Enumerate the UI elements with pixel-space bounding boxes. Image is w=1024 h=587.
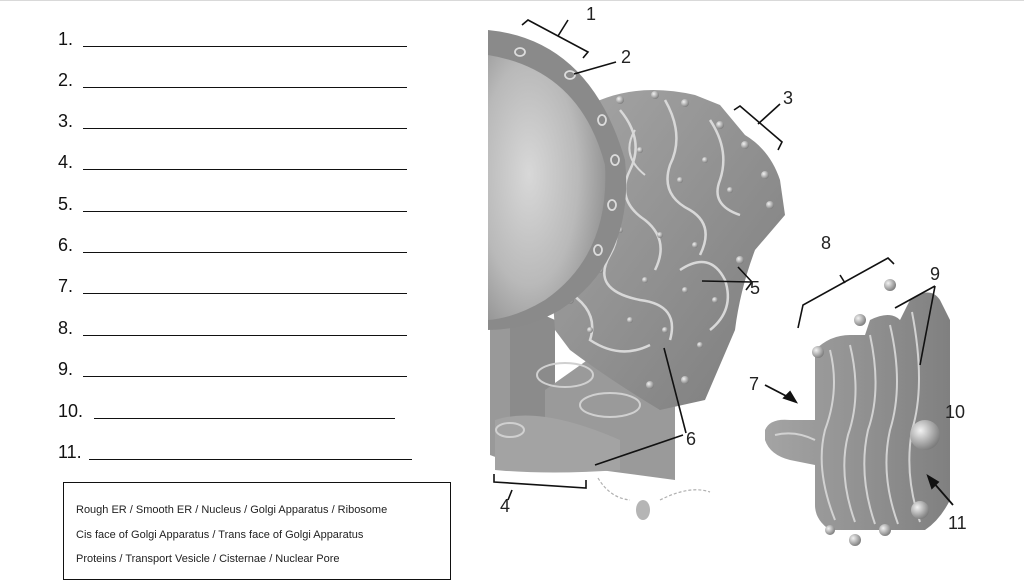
- answer-number: 11.: [58, 442, 82, 462]
- answer-row-11: [58, 438, 414, 462]
- label-2: 2: [621, 47, 632, 67]
- answer-row-1: [58, 25, 408, 49]
- answer-blank-5[interactable]: [83, 211, 407, 212]
- answer-row-3: [58, 107, 408, 131]
- answer-blank-8[interactable]: [83, 335, 407, 336]
- label-1: 1: [586, 4, 597, 24]
- cell-diagram: [470, 0, 1024, 587]
- label-5: 5: [750, 278, 761, 298]
- answer-blank-6[interactable]: [83, 252, 407, 253]
- answer-row-4: [58, 148, 408, 172]
- answer-number: 9.: [58, 359, 74, 379]
- answer-number: 10.: [58, 401, 84, 421]
- answer-row-5: [58, 190, 408, 214]
- answer-number: 7.: [58, 276, 74, 296]
- answer-number: 2.: [58, 70, 74, 90]
- label-11: 11: [948, 513, 967, 533]
- answer-blank-4[interactable]: [83, 169, 407, 170]
- answer-row-8: [58, 314, 408, 338]
- secreted-vesicle: [598, 478, 710, 520]
- answer-number: 8.: [58, 318, 74, 338]
- answer-number: 3.: [58, 111, 74, 131]
- answer-row-7: [58, 272, 408, 296]
- answer-row-9: [58, 355, 408, 379]
- answer-number: 1.: [58, 29, 74, 49]
- answer-number: 4.: [58, 152, 74, 172]
- answer-row-2: [58, 66, 408, 90]
- word-bank-line: Rough ER / Smooth ER / Nucleus / Golgi Apparatus / Ribosome: [76, 504, 388, 516]
- answer-blank-2[interactable]: [83, 87, 407, 88]
- answer-blank-1[interactable]: [83, 46, 407, 47]
- answer-number: 6.: [58, 235, 74, 255]
- answer-row-10: [58, 397, 398, 421]
- answer-blank-11[interactable]: [89, 459, 412, 460]
- golgi-apparatus: [765, 279, 950, 546]
- label-10: 10: [945, 402, 966, 422]
- label-8: 8: [821, 233, 832, 253]
- answer-blank-3[interactable]: [83, 128, 407, 129]
- answer-blank-10[interactable]: [94, 418, 395, 419]
- word-bank-line: Cis face of Golgi Apparatus / Trans face of Golgi Apparatus: [76, 529, 364, 541]
- answer-row-6: [58, 231, 408, 255]
- transport-vesicle-ball: [910, 420, 940, 450]
- label-6: 6: [686, 429, 697, 449]
- label-7: 7: [749, 374, 760, 394]
- word-bank: [63, 482, 451, 580]
- label-4: 4: [500, 496, 511, 516]
- answer-number: 5.: [58, 194, 74, 214]
- label-9: 9: [930, 264, 941, 284]
- word-bank-line: Proteins / Transport Vesicle / Cisternae / Nuclear Pore: [76, 553, 340, 565]
- answer-blank-7[interactable]: [83, 293, 407, 294]
- answer-blank-9[interactable]: [83, 376, 407, 377]
- label-3: 3: [783, 88, 794, 108]
